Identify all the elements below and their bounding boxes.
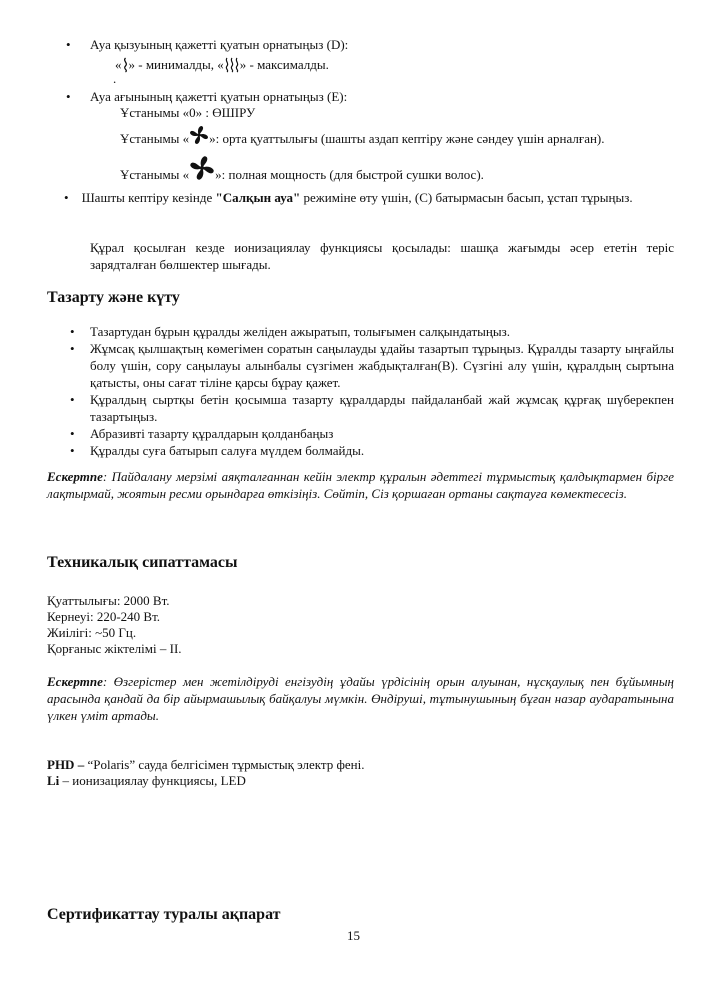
page-number: 15 xyxy=(347,928,360,943)
cleaning-note: Ескертпе: Пайдалану мерзімі аяқталғаннан кейін электр құралын әдеттегі тұрмыстық қалдықтармен бірге лақтырмай, жоятын ресми орындарға өткізіңіз. Сөйтіп, Сіз қоршаған ортаны сақтауға көмектесесіз. xyxy=(47,469,674,501)
specs-note: Ескертпе: Өзгерістер мен жетілдіруді енгізудің ұдайы үрдісінің орын алуынан, нұсқаулық пен бұйымның арасында қандай да бір айырмашылық байқалуы мүмкін. Өндіруші, тұтынушының бұған назар аударатынына үлкен үміт артады. xyxy=(47,674,674,723)
stray-dot: . xyxy=(113,71,117,86)
section-title-specs: Техникалық сипаттамасы xyxy=(47,554,238,571)
list-item: • Құралды суға батырып салуға мүлдем болмайды. xyxy=(70,443,365,458)
bullet: • xyxy=(70,426,75,441)
airflow-position-1: Ұстанымы « »: орта қуаттылығы (шашты аздап кептіру және сәндеу үшін арналған). xyxy=(120,125,605,147)
list-item: • Тазартудан бұрын құралды желіден ажыратып, толығымен салқындатыңыз. xyxy=(70,324,510,339)
cleaning-list xyxy=(70,323,674,459)
bullet: • xyxy=(70,392,75,407)
cool-air-paragraph: • Шашты кептіру кезінде "Салқын ауа" режиміне өту үшін, (С) батырмасын басып, ұстап тұрыңыз. xyxy=(64,190,633,205)
note-label: Ескертпе xyxy=(47,674,103,689)
heat-low-icon xyxy=(122,57,129,73)
heater-levels: « » - минималды, « » - максималды. xyxy=(115,57,329,72)
model-li: Li – ионизациялау функциясы, LED xyxy=(47,773,246,788)
section-title-certification: Сертификаттау туралы ақпарат xyxy=(47,906,281,923)
heater-instruction: Ауа қызуының қажетті қуатын орнатыңыз (D): xyxy=(90,37,349,52)
fan-icon xyxy=(189,155,215,181)
bullet: • xyxy=(70,324,75,339)
bullet: • xyxy=(70,341,75,356)
spec-power: Қуаттылығы: 2000 Вт. xyxy=(47,593,170,608)
spec-voltage: Кернеуі: 220-240 Вт. xyxy=(47,609,161,624)
airflow-position-2: Ұстанымы « »: полная мощность (для быстрой сушки волос). xyxy=(120,155,484,183)
list-item: • Абразивті тазарту құралдарын қолданбаңыз xyxy=(70,426,334,441)
bullet: • xyxy=(64,190,69,205)
airflow-instruction: Ауа ағынының қажетті қуатын орнатыңыз (E): xyxy=(90,89,348,104)
list-item: • Құралдың сыртқы бетін қосымша тазарту құралдарды пайдаланбай жай жұмсақ құрғақ шүберекпен тазартыңыз. xyxy=(70,392,674,424)
airflow-position-0: Ұстанымы «0» : ӨШІРУ xyxy=(120,105,256,120)
model-phd: PHD – “Polaris” сауда белгісімен тұрмыстық электр фені. xyxy=(47,757,365,772)
spec-protection-class: Қорғаныс жіктелімі – II. xyxy=(47,641,182,656)
fan-icon xyxy=(189,125,209,145)
bullet: • xyxy=(66,89,71,104)
heat-high-icon xyxy=(224,57,240,73)
bullet: • xyxy=(70,443,75,458)
note-label: Ескертпе xyxy=(47,469,103,484)
list-item: • Жұмсақ қылшақтың көмегімен соратын саңылауды ұдайы тазартып тұрыңыз. Құралды тазарту ыңғайлы болу үшін, сору саңылауы алынбалы сүзгімен жабдықталған(В). Сүзгіні алу үшін, құралдың сыртына қатысты, оны сағат тіліне қарсы бұрау қажет. xyxy=(70,341,674,390)
section-title-cleaning: Тазарту және күту xyxy=(47,289,180,306)
ionization-paragraph: Құрал қосылған кезде ионизациялау функциясы қосылады: шашқа жағымды әсер ететін теріс зарядталған бөлшектер шығады. xyxy=(90,240,674,272)
bullet: • xyxy=(66,37,71,52)
spec-frequency: Жиілігі: ~50 Гц. xyxy=(47,625,137,640)
